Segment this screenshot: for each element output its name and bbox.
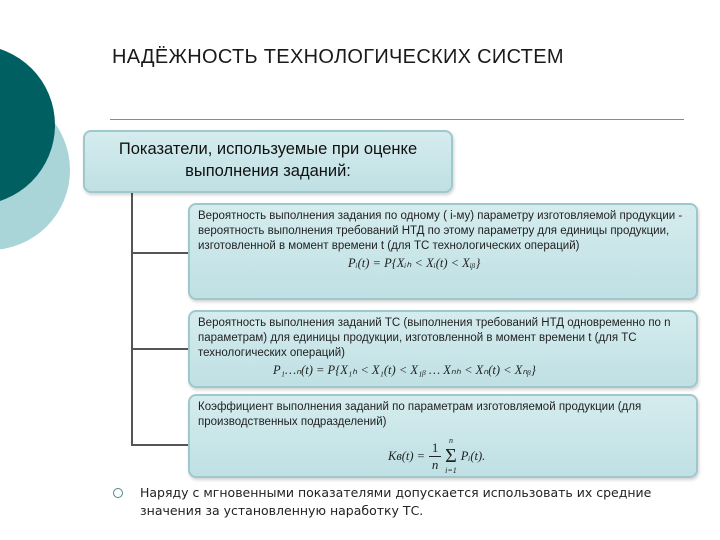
indicator-box-coefficient	[188, 394, 698, 478]
connector-branch-1	[131, 252, 188, 254]
bullet-circle-icon	[113, 488, 123, 498]
indicators-header-box	[83, 130, 453, 193]
title-divider	[110, 119, 684, 120]
connector-branch-3	[131, 444, 188, 446]
connector-branch-2	[131, 348, 188, 350]
sum-symbol: Σ	[445, 445, 457, 467]
formula-sum	[445, 436, 457, 476]
formula-fraction	[429, 441, 441, 472]
header-line-1: Показатели, используемые при оценке	[118, 140, 418, 158]
indicator-box-single-parameter	[188, 203, 698, 300]
indicator-box-n-parameters	[188, 310, 698, 388]
indicator-formula	[198, 436, 688, 476]
fraction-numerator: 1	[431, 439, 439, 455]
indicator-formula: P₁…ₙ(t) = P{X₁ₕ < X₁(t) < X₁ᵦ … Xₙₕ < Xₙ(t) < Xₙᵦ}	[273, 363, 536, 377]
indicator-text: Коэффициент выполнения заданий по параметрам изготовляемой продукции (для производственных подразделений)	[198, 401, 642, 428]
indicator-text: Вероятность выполнения заданий ТС (выполнения требований НТД одновременно по n параметрам) для единицы продукции, изготовленной в момент времени t (для ТС технологических операций)	[198, 317, 671, 359]
formula-rhs: Pᵢ(t).	[460, 448, 486, 463]
fraction-denominator: n	[431, 456, 439, 472]
indicator-text: Вероятность выполнения задания по одному ( i-му) параметру изготовляемой продукции - вероятность выполнения требований НТД по этому параметру для единицы продукции, изготовленной в момент времени t (для ТС технологических операций)	[198, 210, 683, 252]
sum-lower-limit: i=1	[445, 466, 457, 475]
indicator-formula: Pᵢ(t) = P{Xᵢₕ < Xᵢ(t) < Xᵢᵦ}	[348, 256, 481, 270]
formula-lhs: Kв(t) =	[388, 448, 426, 463]
sum-upper-limit: n	[448, 436, 453, 445]
bullet-text: Наряду с мгновенными показателями допускается использовать их средние значения за установленную наработку ТС.	[140, 485, 652, 518]
slide-title: НАДЁЖНОСТЬ ТЕХНОЛОГИЧЕСКИХ СИСТЕМ	[112, 46, 564, 68]
connector-vertical	[131, 193, 133, 446]
header-line-2: выполнения заданий:	[185, 162, 351, 180]
